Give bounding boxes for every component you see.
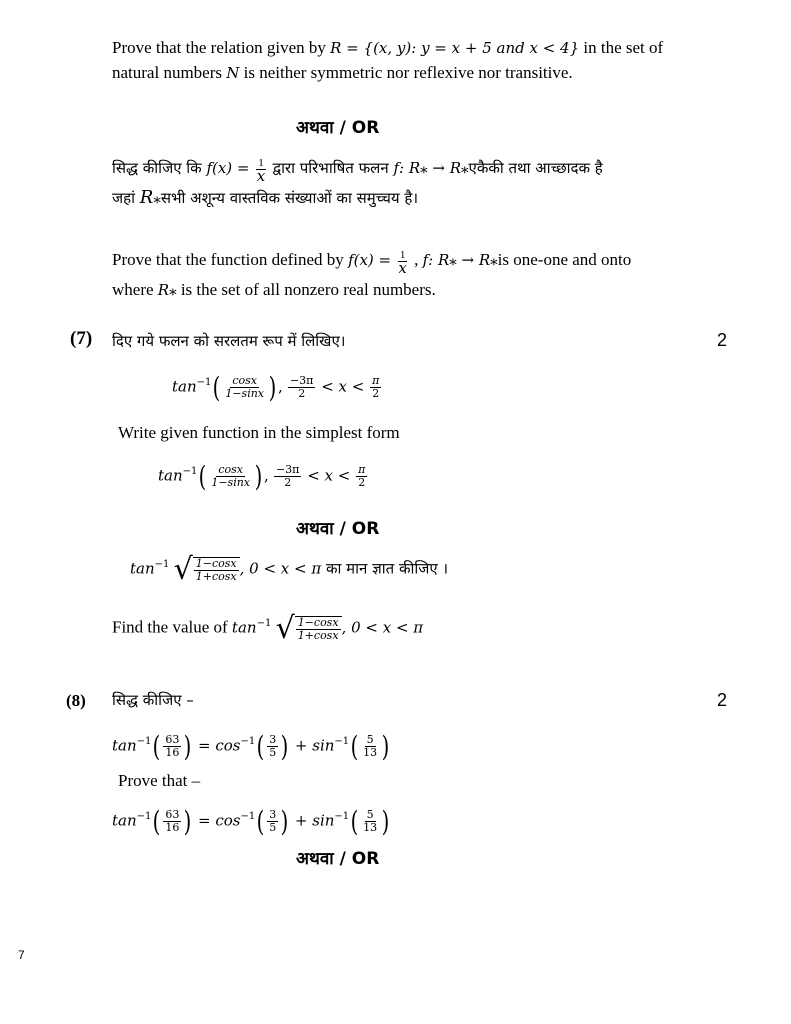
left-paren: ( <box>213 370 221 404</box>
left-paren: ( <box>256 729 265 763</box>
numerator: π <box>372 374 380 388</box>
set-symbol: N <box>226 64 240 82</box>
numerator: cosx <box>232 374 257 388</box>
inverse-sup: −1 <box>196 377 212 388</box>
hindi-text: का मान ज्ञात कीजिए । <box>321 559 449 578</box>
inverse-sup: −1 <box>334 736 350 747</box>
hindi-text: जहां <box>112 189 140 207</box>
left-paren: ( <box>256 804 265 838</box>
denominator: 1−sinx <box>225 387 264 401</box>
q8-identity-2 <box>112 797 391 841</box>
range: , 0 < x < π <box>341 618 424 637</box>
q6-english-line-2 <box>112 62 573 84</box>
tan-function: tan <box>231 618 257 637</box>
denominator: x <box>398 258 407 277</box>
fraction <box>274 464 301 489</box>
tan-function: tan <box>130 559 155 578</box>
fraction <box>396 248 408 277</box>
mapping: f: R <box>422 251 450 269</box>
plus: + <box>290 811 313 830</box>
q6-text: Prove that the function defined by <box>112 250 349 269</box>
denominator: 5 <box>269 821 277 835</box>
radical-sign: √ <box>173 551 193 587</box>
right-paren: ) <box>381 729 390 763</box>
fraction <box>163 809 181 834</box>
star: * <box>420 163 428 182</box>
tan-function: tan <box>112 736 137 755</box>
denominator: 16 <box>165 746 180 760</box>
q7-text: Find the value of <box>112 617 232 637</box>
question-number: (8) <box>66 691 86 710</box>
fraction <box>194 558 239 583</box>
right-paren: ) <box>268 370 277 404</box>
inverse-sup: −1 <box>240 811 256 822</box>
q6-english-where-line <box>112 279 436 305</box>
q6-text: in the set of <box>579 38 664 57</box>
fraction <box>296 617 341 642</box>
function-expr: f(x) = <box>348 251 392 269</box>
relation-expression: R = {(x, y): y = x + 5 and x < 4} <box>330 39 580 57</box>
q6-text: natural numbers <box>112 63 227 82</box>
comma: , <box>409 250 423 269</box>
numerator: 1−cosx <box>297 615 339 629</box>
left-paren: ( <box>350 804 359 838</box>
right-paren: ) <box>381 804 390 838</box>
q6-text: is the set of all nonzero real numbers. <box>176 280 436 299</box>
comma: , <box>277 377 283 396</box>
denominator: x <box>256 166 266 185</box>
sin-function: sin <box>312 736 335 755</box>
inverse-sup: −1 <box>136 736 152 747</box>
numerator: 1−cosx <box>195 556 237 570</box>
R-symbol: R <box>139 187 154 208</box>
fraction <box>255 156 267 185</box>
star: * <box>153 193 161 212</box>
arrow: → <box>456 251 479 269</box>
square-root <box>275 610 342 646</box>
right-paren: ) <box>183 804 192 838</box>
arrow: → <box>427 159 450 177</box>
q7-sqrt-hindi-line <box>130 545 448 589</box>
q7-english-prompt: Write given function in the simplest form <box>118 423 400 442</box>
left-paren: ( <box>199 459 207 493</box>
numerator: 3 <box>269 808 277 822</box>
q7-hindi-prompt: दिए गये फलन को सरलतम रूप में लिखिए। <box>112 332 346 350</box>
numerator: 5 <box>366 808 374 822</box>
cos-function: cos <box>215 736 241 755</box>
q6-text: where <box>112 280 158 299</box>
or-divider: अथवा / OR <box>296 849 380 869</box>
numerator: 63 <box>165 733 180 747</box>
question-number: (7) <box>70 328 93 349</box>
numerator: 1 <box>399 248 406 261</box>
R-symbol: R <box>157 281 170 299</box>
range: , 0 < x < π <box>239 559 322 578</box>
q8-hindi-prompt: सिद्ध कीजिए – <box>112 691 194 709</box>
denominator: 2 <box>372 387 380 401</box>
denominator: 1+cosx <box>297 628 339 642</box>
numerator: 63 <box>165 808 180 822</box>
function-expr: f(x) = <box>206 159 250 177</box>
plus: + <box>290 736 313 755</box>
right-paren: ) <box>183 729 192 763</box>
q6-hindi-line-2 <box>112 187 418 213</box>
fraction <box>370 375 381 400</box>
q6-text: is one-one and onto <box>497 250 632 269</box>
inverse-sup: −1 <box>182 466 198 477</box>
tan-function: tan <box>172 377 197 396</box>
fraction <box>163 734 181 759</box>
left-paren: ( <box>153 729 161 763</box>
left-paren: ( <box>153 804 161 838</box>
star: * <box>490 255 498 274</box>
inverse-sup: −1 <box>240 736 256 747</box>
fraction <box>361 734 379 759</box>
comma: , <box>263 466 269 485</box>
numerator: 3 <box>269 733 277 747</box>
fraction <box>356 464 367 489</box>
denominator: 5 <box>269 746 277 760</box>
q8-identity-1 <box>112 722 391 766</box>
star: * <box>449 255 457 274</box>
or-divider: अथवा / OR <box>296 519 380 539</box>
fraction <box>267 809 278 834</box>
or-divider: अथवा / OR <box>296 118 380 138</box>
fraction <box>209 464 252 489</box>
marks: 2 <box>717 690 728 710</box>
q6-hindi-line-1 <box>112 154 603 186</box>
q8-english-prompt: Prove that – <box>118 771 201 790</box>
right-paren: ) <box>280 729 289 763</box>
inverse-sup: −1 <box>334 811 350 822</box>
sin-function: sin <box>312 811 335 830</box>
star: * <box>461 163 469 182</box>
inequality: < x < <box>302 466 356 485</box>
numerator: −3π <box>275 463 300 477</box>
equals: = <box>193 736 216 755</box>
denominator: 2 <box>298 387 306 401</box>
inverse-sup: −1 <box>256 618 272 629</box>
fraction <box>267 734 278 759</box>
left-paren: ( <box>350 729 359 763</box>
q6-text: is neither symmetric nor reflexive nor transitive. <box>239 63 573 82</box>
marks: 2 <box>717 330 728 350</box>
denominator: 1+cosx <box>195 569 237 583</box>
equals: = <box>193 811 216 830</box>
fraction <box>361 809 379 834</box>
numerator: π <box>358 463 366 477</box>
q7-expression-2 <box>158 452 368 496</box>
inverse-sup: −1 <box>154 559 170 570</box>
hindi-text: सिद्ध कीजिए कि <box>112 159 207 177</box>
tan-function: tan <box>158 466 183 485</box>
fraction <box>288 375 315 400</box>
inverse-sup: −1 <box>136 811 152 822</box>
denominator: 16 <box>165 821 180 835</box>
denominator: 13 <box>363 746 378 760</box>
denominator: 1−sinx <box>211 476 250 490</box>
q7-sqrt-english-line <box>112 604 423 648</box>
q6-english-line-1 <box>112 37 663 59</box>
hindi-text: सभी अशून्य वास्तविक संख्याओं का समुच्चय है। <box>160 189 419 207</box>
square-root <box>173 551 240 587</box>
radical-sign: √ <box>275 610 295 646</box>
hindi-text: द्वारा परिभाषित फलन <box>272 159 394 177</box>
right-paren: ) <box>254 459 263 493</box>
numerator: −3π <box>289 374 314 388</box>
fraction <box>223 375 266 400</box>
tan-function: tan <box>112 811 137 830</box>
denominator: 2 <box>358 476 366 490</box>
page-number: 7 <box>18 948 25 962</box>
denominator: 2 <box>284 476 292 490</box>
q7-expression-1 <box>172 363 382 407</box>
q6-text: Prove that the relation given by <box>112 38 331 57</box>
R-symbol: R <box>449 159 462 177</box>
cos-function: cos <box>215 811 241 830</box>
inequality: < x < <box>316 377 370 396</box>
numerator: cosx <box>218 463 243 477</box>
right-paren: ) <box>280 804 289 838</box>
mapping: f: R <box>393 159 421 177</box>
numerator: 1 <box>258 156 264 169</box>
R-symbol: R <box>478 251 491 269</box>
hindi-text: एकैकी तथा आच्छादक है <box>468 159 603 177</box>
denominator: 13 <box>363 821 378 835</box>
q6-english-function-line <box>112 246 631 278</box>
star: * <box>169 285 177 304</box>
numerator: 5 <box>366 733 374 747</box>
